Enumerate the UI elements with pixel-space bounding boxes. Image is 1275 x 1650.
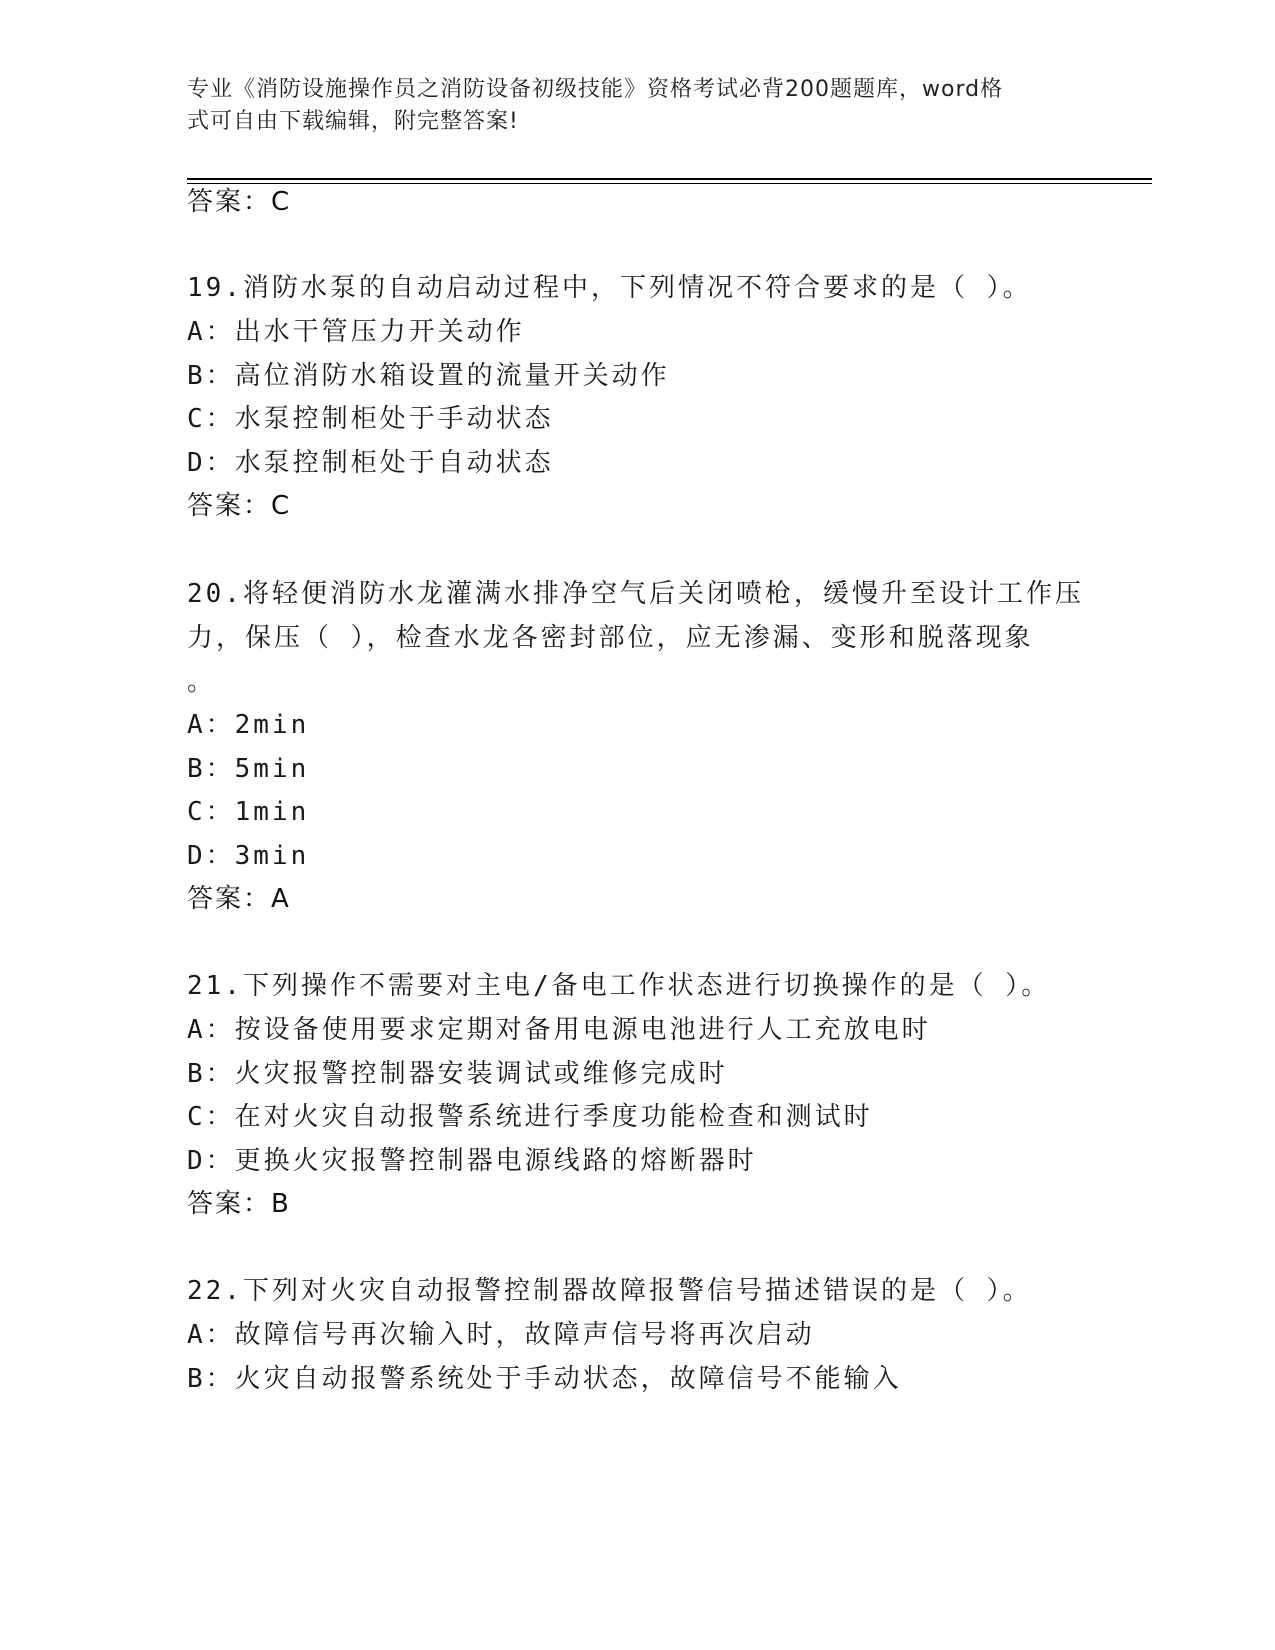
header-line-2: 式可自由下载编辑，附完整答案! <box>187 109 519 134</box>
option-d: D：更换火灾报警控制器电源线路的熔断器时 <box>187 1146 757 1176</box>
question-stem: 19.消防水泵的自动启动过程中，下列情况不符合要求的是（ ）。 <box>187 273 1032 303</box>
document-header <box>187 74 1067 138</box>
option-a: A：按设备使用要求定期对备用电源电池进行人工充放电时 <box>187 1015 931 1045</box>
option-c: C：水泵控制柜处于手动状态 <box>187 404 554 434</box>
question-stem: 22.下列对火灾自动报警控制器故障报警信号描述错误的是（ ）。 <box>187 1276 1032 1306</box>
header-divider-thin <box>187 183 1152 184</box>
answer-label: 答案：B <box>187 1189 291 1219</box>
question-stem-line-1: 20.将轻便消防水龙灌满水排净空气后关闭喷枪，缓慢升至设计工作压 <box>187 579 1084 609</box>
header-line-1: 专业《消防设施操作员之消防设备初级技能》资格考试必背200题题库，word格 <box>187 77 1004 102</box>
option-c: C：1min <box>187 797 310 827</box>
option-a: A：出水干管压力开关动作 <box>187 317 525 347</box>
question-stem-line-2: 力，保压（ ），检查水龙各密封部位，应无渗漏、变形和脱落现象 <box>187 623 1034 653</box>
option-d: D：水泵控制柜处于自动状态 <box>187 448 554 478</box>
answer-label: 答案：C <box>187 187 292 217</box>
answer-label: 答案：A <box>187 884 291 914</box>
option-b: B：高位消防水箱设置的流量开关动作 <box>187 361 670 391</box>
question-stem-line-3: 。 <box>187 667 217 697</box>
answer-label: 答案：C <box>187 491 292 521</box>
option-a: A：2min <box>187 710 310 740</box>
option-a: A：故障信号再次输入时，故障声信号将再次启动 <box>187 1320 815 1350</box>
header-divider-thick <box>187 178 1152 180</box>
option-c: C：在对火灾自动报警系统进行季度功能检查和测试时 <box>187 1102 873 1132</box>
question-stem: 21.下列操作不需要对主电/备电工作状态进行切换操作的是（ ）。 <box>187 971 1051 1001</box>
option-b: B：火灾自动报警系统处于手动状态，故障信号不能输入 <box>187 1364 902 1394</box>
option-d: D：3min <box>187 841 310 871</box>
option-b: B：火灾报警控制器安装调试或维修完成时 <box>187 1059 728 1089</box>
option-b: B：5min <box>187 754 310 784</box>
